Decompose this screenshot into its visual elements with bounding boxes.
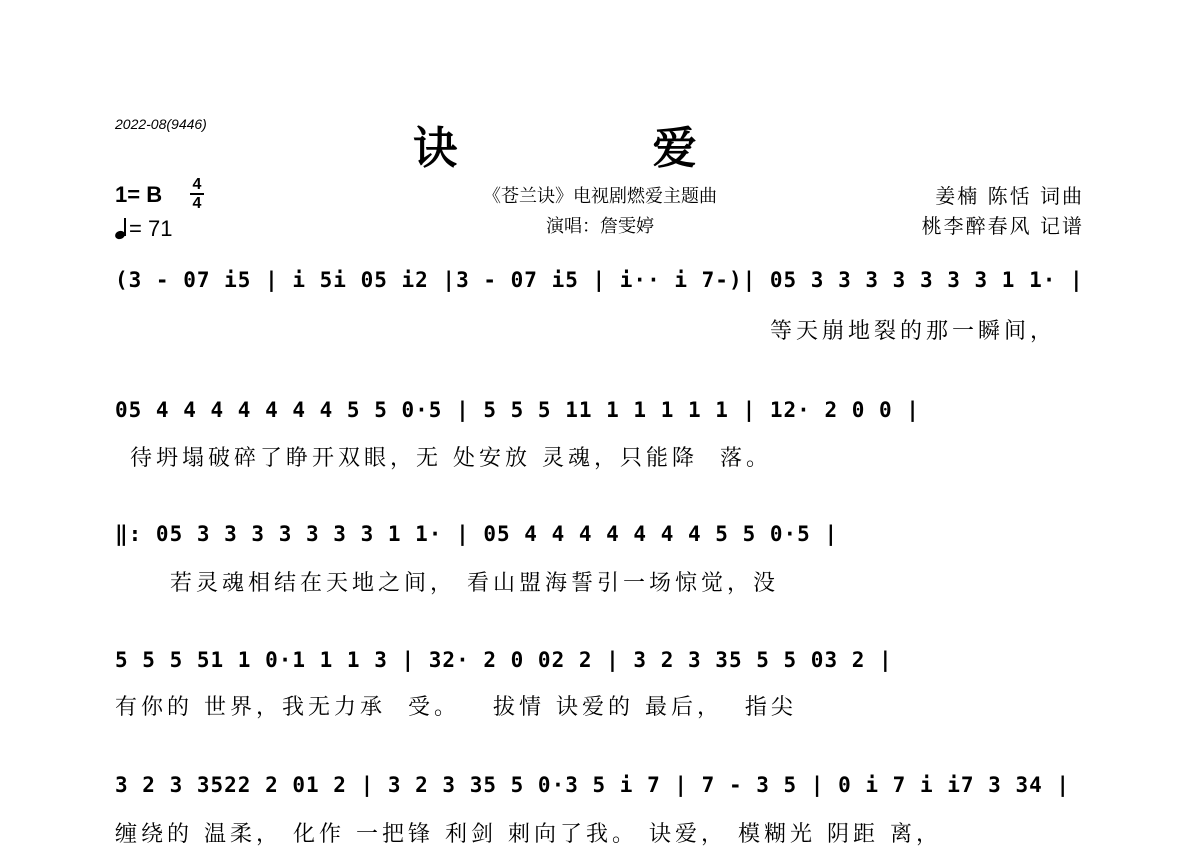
quarter-note-icon	[115, 217, 129, 239]
song-code: 2022-08(9446)	[115, 116, 207, 132]
time-signature-bottom: 4	[192, 195, 202, 212]
score-line-5-lyrics: 缠绕的 温柔， 化作 一把锋 利剑 刺向了我。 诀爱， 模糊光 阴距 离，	[115, 822, 942, 847]
time-signature	[190, 176, 204, 212]
score-line-3-lyrics: 若灵魂相结在天地之间， 看山盟海誓引一场惊觉，没	[170, 571, 779, 596]
song-subtitle: 《苍兰诀》电视剧燃爱主题曲	[483, 186, 717, 207]
score-line-2-lyrics: 待坍塌破碎了睁开双眼，无 处安放 灵魂，只能降 落。	[130, 446, 772, 471]
time-signature-top: 4	[192, 176, 202, 193]
song-title: 诀 爱	[413, 123, 787, 174]
score-line-2-notes: 05 4 4 4 4 4 4 4 5 5 0·5 | 5 5 5 11 1 1 1 1 1 | 12· 2 0 0 |	[115, 398, 920, 422]
key-signature: 1= B	[115, 182, 163, 207]
score-line-3-notes: ‖: 05 3 3 3 3 3 3 3 1 1· | 05 4 4 4 4 4 4 4 5 5 0·5 |	[115, 522, 839, 546]
tempo-value: = 71	[129, 216, 173, 241]
score-line-4-lyrics: 有你的 世界，我无力承 受。 拔情 诀爱的 最后， 指尖	[115, 695, 797, 720]
tempo-marking	[115, 216, 172, 242]
score-line-5-notes: 3 2 3 3522 2 01 2 | 3 2 3 35 5 0·3 5 i 7 | 7 - 3 5 | 0 i 7 i i7 3 34 |	[115, 773, 1071, 797]
credit-lyrics-music: 姜楠 陈恬 词曲	[935, 184, 1084, 208]
score-line-1-lyrics: 等天崩地裂的那一瞬间，	[770, 319, 1057, 344]
song-singer: 演唱：詹雯婷	[546, 216, 654, 237]
score-line-1-notes: (3 - 07 i5 | i 5i 05 i2 |3 - 07 i5 | i·· i 7-)| 05 3 3 3 3 3 3 3 1 1· |	[115, 268, 1084, 292]
score-line-4-notes: 5 5 5 51 1 0·1 1 1 3 | 32· 2 0 02 2 | 3 2 3 35 5 5 03 2 |	[115, 648, 893, 672]
credit-transcriber: 桃李醉春风 记谱	[921, 214, 1084, 238]
